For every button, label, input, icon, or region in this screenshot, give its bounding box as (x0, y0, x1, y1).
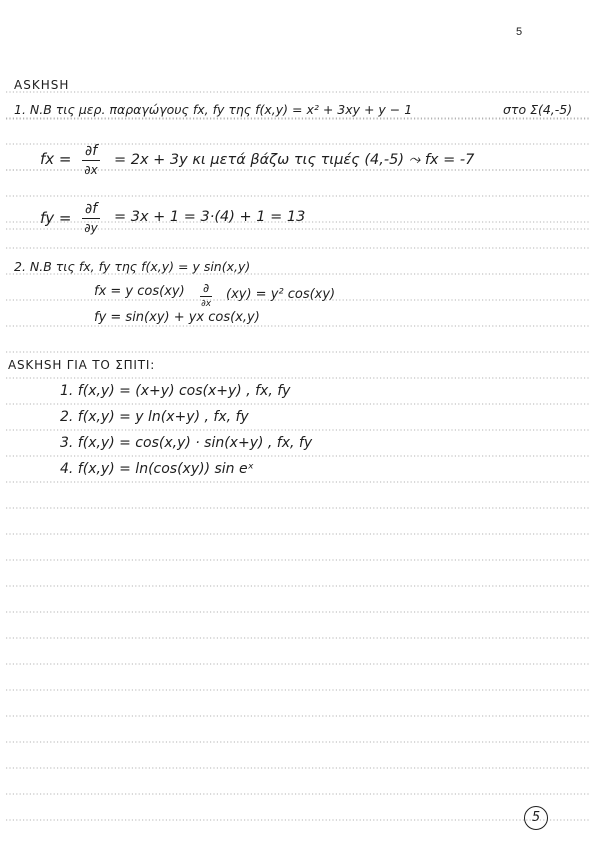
fx-result: = 2x + 3y κι μετά βάζω τις τιμές (4,-5) ⤳ fx = -7 (114, 152, 475, 168)
homework-item-4: 4. f(x,y) = ln(cos(xy)) sin eˣ (60, 461, 254, 477)
fraction-numerator: ∂ (200, 281, 212, 297)
printed-page-number: 5 (516, 26, 523, 38)
fraction-denominator: ∂x (84, 163, 98, 177)
exercise-heading: ASKHSH (14, 78, 70, 92)
exercise-2-fx-result: (xy) = y² cos(xy) (226, 287, 336, 302)
fraction-denominator: ∂y (84, 221, 98, 235)
exercise-2-partial-operator (200, 281, 212, 309)
fy-result: = 3x + 1 = 3·(4) + 1 = 13 (114, 209, 306, 225)
exercise-1-statement: 1. Ν.Β τις μερ. παραγώγους fx, fy της f(x,y) = x² + 3xy + y − 1 (14, 102, 413, 117)
exercise-2-statement: 2. Ν.Β τις fx, fy της f(x,y) = y sin(x,y) (14, 259, 251, 274)
homework-item-1: 1. f(x,y) = (x+y) cos(x+y) , fx, fy (60, 383, 291, 399)
fy-partial-fraction (82, 201, 100, 235)
fy-label: fy = (40, 209, 72, 227)
fx-partial-fraction (82, 143, 100, 177)
fraction-denominator: ∂x (201, 299, 212, 309)
fx-label: fx = (40, 150, 72, 168)
exercise-2-fx: fx = y cos(xy) (94, 284, 185, 299)
fraction-numerator: ∂f (82, 143, 100, 161)
fraction-numerator: ∂f (82, 201, 100, 219)
homework-item-2: 2. f(x,y) = y ln(x+y) , fx, fy (60, 409, 249, 425)
exercise-1-point: στο Σ(4,-5) (503, 102, 573, 117)
homework-heading: ASKHSH ΓΙΑ ΤΟ ΣΠΙΤΙ: (8, 358, 156, 372)
homework-item-3: 3. f(x,y) = cos(x,y) · sin(x+y) , fx, fy (60, 435, 313, 451)
exercise-2-fy: fy = sin(xy) + yx cos(x,y) (94, 310, 260, 325)
circled-page-number: 5 (524, 806, 548, 830)
